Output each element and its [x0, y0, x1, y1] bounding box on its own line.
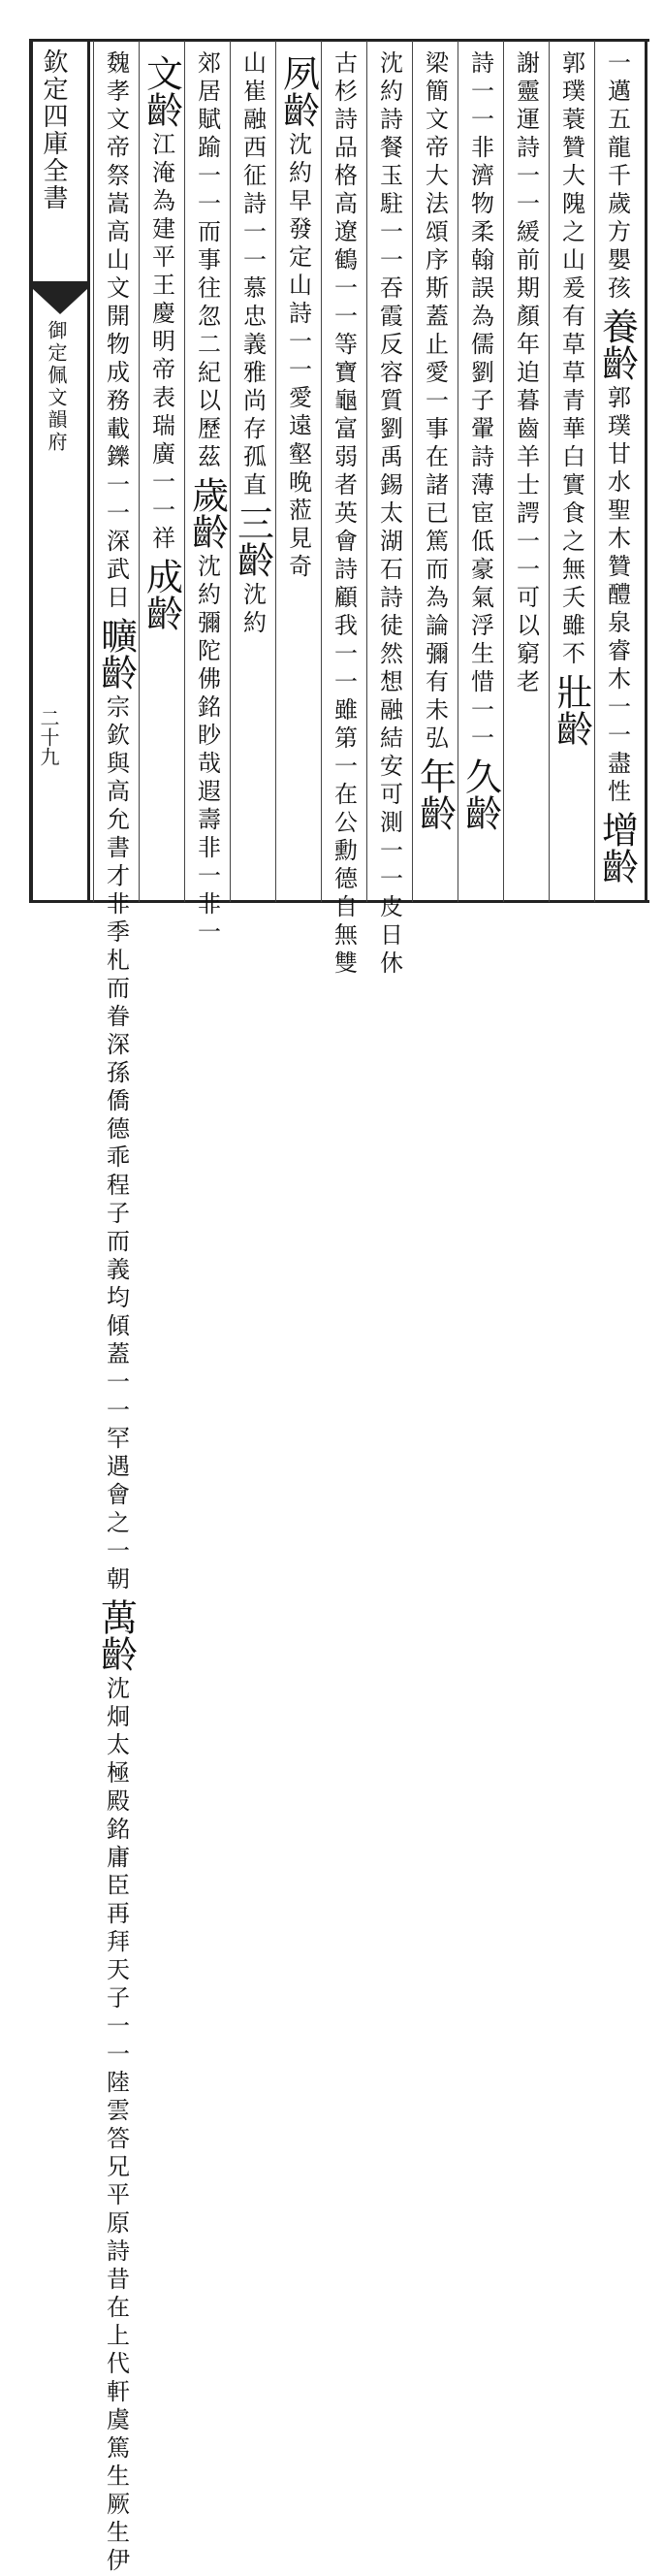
column-divider	[503, 41, 504, 902]
text-run: 深武日	[102, 529, 130, 613]
column-divider	[412, 41, 413, 902]
text-column	[94, 50, 138, 2576]
headword: 成齡	[140, 558, 183, 631]
headword: 歲齡	[185, 476, 229, 550]
text-run: 一一可以窮老	[512, 529, 540, 697]
text-column	[413, 50, 457, 894]
text-run: 一在公勳德自無雙	[330, 754, 358, 979]
text-run: 謝靈運詩一一緩前期顏年迫暮齒羊士諤	[512, 50, 540, 529]
text-run: 郭璞蓑贊大隗之山爰有草草青華白實	[557, 50, 585, 500]
gutter-page-number: 二十九	[37, 708, 60, 766]
text-run: 食之無夭雖不	[557, 500, 585, 669]
text-run: 一事在諸已篤而為論彌有未弘	[421, 388, 449, 754]
text-run: 山崔融西征詩一一慕忠義雅尚存孤直	[238, 50, 267, 500]
column-divider	[594, 41, 595, 902]
column-divider	[321, 41, 322, 902]
frame-right-border	[645, 39, 647, 902]
headword: 養齡	[595, 307, 639, 381]
text-run: 沈約詩餐玉駐一一	[375, 50, 403, 275]
text-run: 郭璞甘水聖木贊醴泉睿木一一盡性	[603, 385, 631, 807]
text-column	[140, 50, 183, 894]
text-run: 一一祥	[147, 469, 175, 554]
text-column	[550, 50, 593, 894]
text-run: 詩一一非濟物柔翰誤為儒劉子翬詩薄宦	[466, 50, 494, 529]
column-divider	[549, 41, 550, 902]
headword: 曠齡	[94, 617, 138, 691]
headword: 壯齡	[550, 673, 593, 747]
headword: 夙齡	[276, 54, 320, 128]
text-run: 古杉詩品格高遼鶴一一等寶龜富弱者英會詩顧我一一雖第	[330, 50, 358, 754]
text-run: 魏孝文帝祭嵩高山文開物成務載鑠一一	[102, 50, 130, 529]
text-run: 梁簡文帝大法頌序斯蓋止愛	[421, 50, 449, 388]
gutter-rule	[87, 41, 90, 902]
fishtail-mark	[33, 289, 87, 314]
gutter-band	[33, 281, 87, 289]
headword: 萬齡	[94, 1598, 138, 1672]
text-run: 江淹為建平王慶明帝表瑞廣	[147, 132, 175, 469]
text-run: 沈約彌陀佛銘眇哉遐壽非一非一	[193, 554, 221, 948]
text-column	[370, 50, 408, 979]
text-column	[231, 50, 274, 894]
frame-top-border	[29, 39, 649, 42]
text-column	[325, 50, 363, 979]
column-divider	[230, 41, 231, 902]
text-run: 沈炯太極殿銘庸臣再拜天子一一陸雲答兄平原詩昔在上代軒虞篤生厥生伊	[102, 1676, 130, 2576]
text-run: 郊居賦踰一一而事往忽二紀以歷茲	[193, 50, 221, 472]
column-divider	[275, 41, 276, 902]
text-column	[595, 50, 639, 894]
frame-left-border	[29, 39, 33, 902]
text-column	[276, 50, 320, 894]
text-column	[185, 50, 229, 948]
text-run: 子而義均傾蓋一一罕遇會之一朝	[102, 1201, 130, 1594]
headword: 年齡	[413, 757, 457, 831]
gutter-book-title: 御定佩文韻府	[45, 320, 68, 454]
column-divider	[184, 41, 185, 902]
gutter-collection-title: 欽定四庫全書	[39, 48, 68, 211]
text-run: 低豪氣浮生惜一一	[466, 529, 494, 754]
text-column	[507, 50, 545, 894]
text-run: 一邁五龍千歲方嬰孩	[603, 50, 631, 304]
column-divider	[366, 41, 367, 902]
text-run: 宗欽與高允書才非季札而眷深孫僑德乖程	[102, 694, 130, 1201]
headword: 久齡	[458, 757, 502, 831]
text-column	[458, 50, 502, 894]
column-divider	[139, 41, 140, 902]
headword: 三齡	[231, 504, 274, 578]
column-divider	[93, 41, 94, 902]
headword: 增齡	[595, 811, 639, 885]
text-run: 沈約早發定山詩一一愛遠壑晚蒞見奇	[284, 132, 312, 582]
text-run: 沈約	[238, 582, 267, 638]
headword: 文齡	[140, 54, 183, 128]
text-run: 吞霞反容質劉禹錫太湖石詩徒然想融結安可測一一皮日休	[375, 275, 403, 979]
